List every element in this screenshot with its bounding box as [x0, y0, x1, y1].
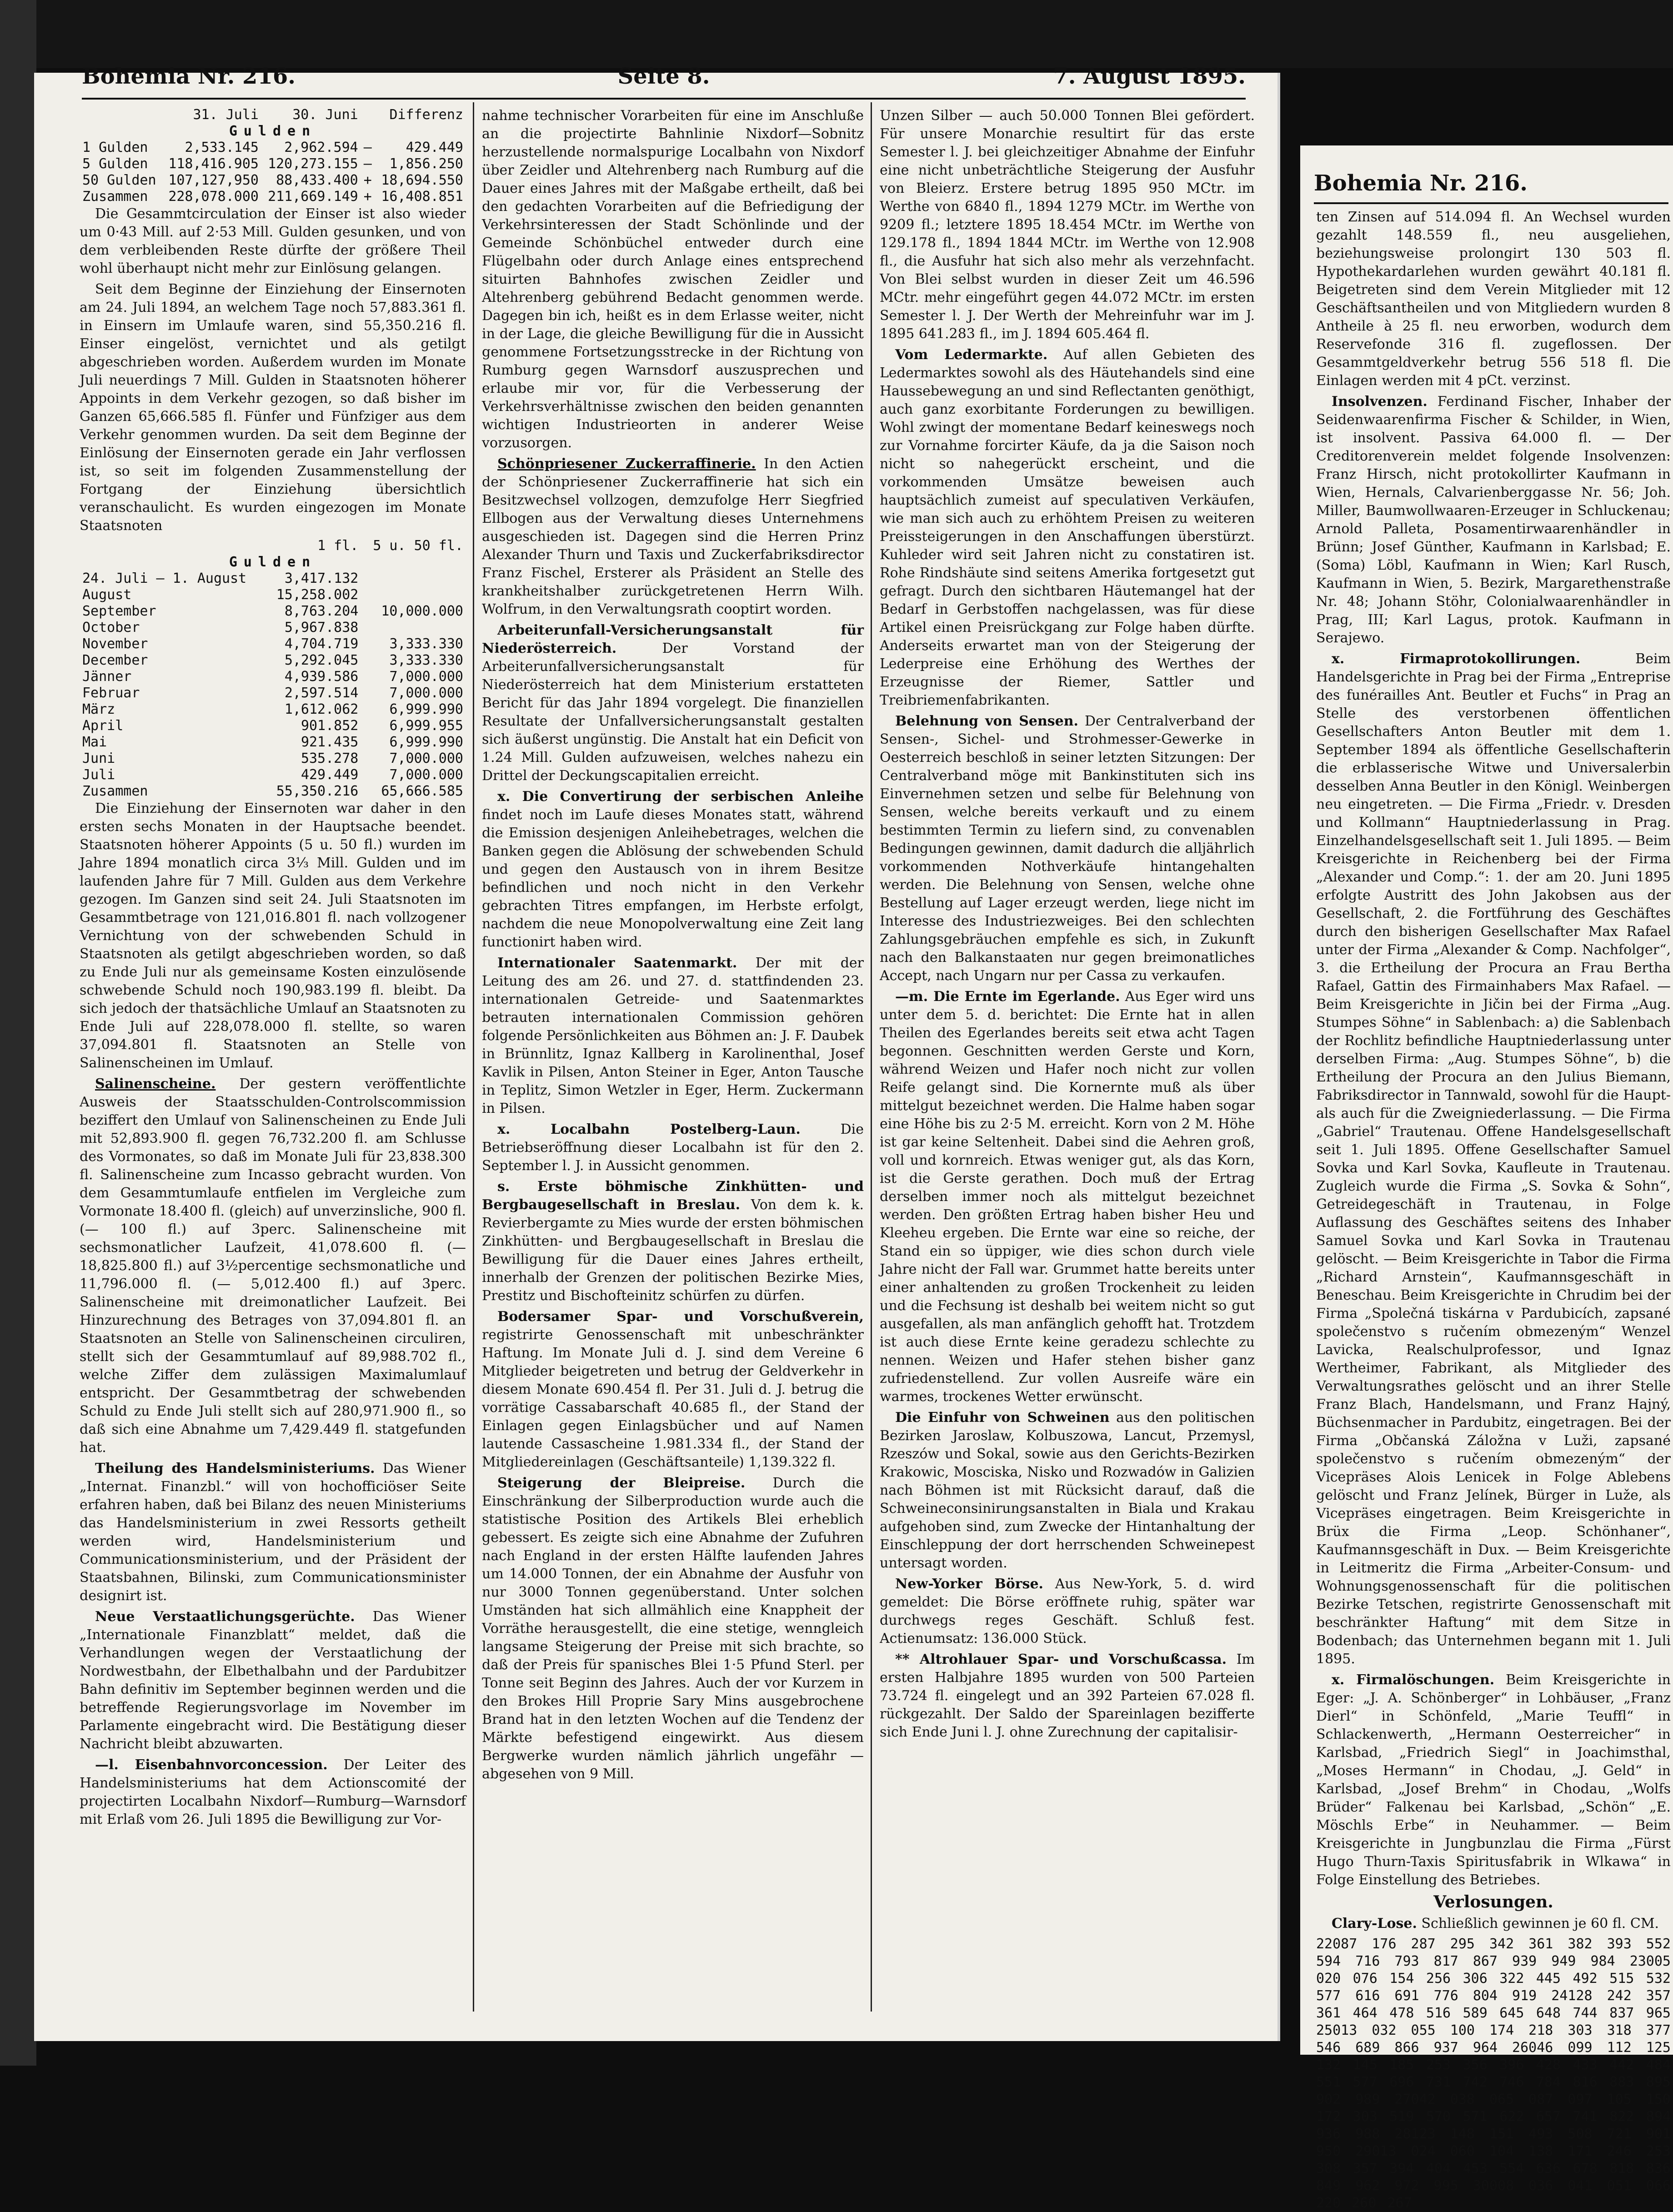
article-heading: Insolvenzen.	[1332, 394, 1428, 410]
article-body: Aus New-York, 5. d. wird gemeldet: Die Börse eröffnete ruhig, später war durchwegs reges Geschäft. Schluß fest. Actienumsatz: 136.000 Stück.	[880, 1576, 1255, 1646]
page-header	[82, 64, 1246, 100]
unit-label: Gulden	[229, 123, 317, 139]
table-row: Februar 2,597.514 7,000.000	[82, 685, 463, 701]
article-heading: Neue Verstaatlichungsgerüchte.	[95, 1609, 355, 1625]
article-body: Die Betriebseröffnung dieser Localbahn ist für den 2. September l. J. in Aussicht genommen.	[482, 1121, 864, 1174]
article-heading: Arbeiterunfall-Versicherungsanstalt für Niederösterreich.	[482, 622, 864, 656]
unit-label: Gulden	[229, 554, 317, 570]
table-row: Zusammen 55,350.216 65,666.585	[82, 783, 463, 799]
article-body: registrirte Genossenschaft mit unbeschränkter Haftung. Im Monate Juli d. J. sind dem Vereine 6 Mitglieder beigetreten und betrug der Geldverkehr in diesem Monate 690.454 fl. Per 31. Juli d. J. betrug die vorrätige Cassabarschaft 40.685 fl., der Stand der Einlagen gegen Einlagsbücher und auf Namen lautende Cassascheine 1.981.334 fl., der Stand der Mitgliedereinlagen (Geschäftsanteile) 1,139.322 fl.	[482, 1327, 864, 1470]
article-body: Von dem k. k. Revierbergamte zu Mies wurde der ersten böhmischen Zinkhütten- und Bergbaugesellschaft in Breslau die Bewilligung für die Dauer eines Jahres ertheilt, innerhalb der Grenzen der politischen Bezirke Mies, Prestitz und Bischofteinitz schürfen zu dürfen.	[482, 1197, 864, 1304]
article-heading: —m. Die Ernte im Egerlande.	[895, 989, 1120, 1005]
section-heading: Verlosungen.	[1433, 1892, 1553, 1912]
page-number: Seite 8.	[617, 64, 710, 89]
column-3	[880, 107, 1255, 1744]
article-body: Der Centralverband der Sensen-, Sichel- und Strohmesser-Gewerke in Oesterreich beschloß in seiner letzten Sitzungen: Der Centralverband möge mit Bankinstituten sich ins Einvernehmen setzen und selbe für Belehnung von Sensen, welche bereits verkauft und zu einem bestimmten Termin zu liefern sind, zu convenablen Bedingungen gewinnen, damit dadurch die alljährlich vorkommenden Nothverkäufe hintangehalten werden. Die Belehnung von Sensen, welche ohne Bestellung auf Lager erzeugt werden, liege nicht im Interesse des Industriezweiges. Bei den schlechten Zahlungsgebräuchen empfehle es sich, in Zukunft nach den Balkanstaaten nur gegen breimonatliches Accept, nach Ungarn nur per Cassa zu verkaufen.	[880, 713, 1255, 984]
column-2	[482, 107, 864, 1786]
column-1	[80, 107, 466, 1832]
article-heading: —l. Eisenbahnvorconcession.	[95, 1757, 328, 1773]
table-row: August 15,258.002	[82, 587, 359, 603]
article-body: Beim Kreisgerichte in Eger: „J. A. Schönberger“ in Lohbäuser, „Franz Dierl“ in Schönfeld, „Marie Teuffl“ in Schlackenwerth, „Hermann Oesterreicher“ in Karlsbad, „Friedrich Siegl“ in Joachimsthal, „Moses Hermann“ in Chodau, „J. Geld“ in Karlsbad, „Josef Brehm“ in Chodau, „Wolfs Brüder“ Falkenau bei Karlsbad, „Schön“ „E. Möschls Erbe“ in Neuhammer. — Beim Kreisgerichte in Jungbunzlau die Firma „Fürst Hugo Thurn-Taxis Spiritusfabrik in Wlkawa“ in Folge Einstellung des Betriebes.	[1316, 1672, 1671, 1888]
article-heading: x. Die Convertirung der serbischen Anleihe	[497, 789, 864, 805]
article-body: Aus Eger wird uns unter dem 5. d. berichtet: Die Ernte hat in allen Theilen des Egerlandes bereits seit etwa acht Tagen begonnen. Geschnitten werden Gerste und Korn, während Weizen und Hafer noch nicht zur vollen Reife gelangt sind. Die Kornernte muß als über mittelgut bezeichnet werden. Die Halme haben sogar eine Höhe bis zu 2·5 M. erreicht. Korn von 2 M. Höhe ist gar keine Seltenheit. Dabei sind die Aehren groß, voll und kornreich. Etwas weniger gut, als das Korn, ist die Gerste gerathen. Doch muß der Ertrag derselben immer noch als mittelgut bezeichnet werden. Den größten Ertrag haben bisher Heu und Kleeheu ergeben. Die Ernte war eine so reiche, der Stand ein so üppiger, wie dies schon durch viele Jahre nicht der Fall war. Grummet hatte bereits unter einer anhaltenden zu großen Trockenheit zu leiden und die Fechsung ist deshalb bei weitem nicht so gut ausgefallen, als man anfänglich gehofft hat. Trotzdem ist auch diese Ernte keine geradezu schlechte zu nennen. Weizen und Hafer stehen bisher ganz zufriedenstellend. Zur vollen Ausreife wäre ein warmes, trockenes Wetter erwünscht.	[880, 989, 1255, 1405]
article-body: Schließlich gewinnen je 60 fl. CM.	[1421, 1916, 1659, 1932]
article-heading: Internationaler Saatenmarkt.	[497, 955, 737, 971]
article-body: Der Vorstand der Arbeiterunfallversicherungsanstalt für Niederösterreich hat dem Ministerium erstatteten Bericht für das Jahr 1894 vorgelegt. Die finanziellen Resultate der Unfallversicherungsanstalt gestalten sich äußerst ungünstig. Die Anstalt hat ein Deficit von 1.24 Mill. Gulden aufzuweisen, welches nahezu ein Drittel der Deckungscapitalien erreicht.	[482, 641, 864, 784]
article-body: Auf allen Gebieten des Ledermarktes sowohl als des Häutehandels sind eine Haussebewegung an und sind Reflectanten genöthigt, auch ganz exorbitante Forderungen zu bewilligen. Wohl zwingt der momentane Bedarf keineswegs noch zur Vornahme forcirter Käufe, da ja die Saison noch nicht so nahegerückt erscheint, und die vorkommenden Umsätze beweisen auch hauptsächlich zumeist auf speculativen Verkäufen, wie man sich auch zu erhöhtem Preisen zu weiteren Preissteigerungen in den Anschaffungen überstürzt. Kuhleder wird seit Jahren nicht zu constatiren ist. Rohe Rindshäute sind seitens Amerika fortgesetzt gut gefragt. Durch den sichtbaren Häutemangel hat der Bedarf in Gerbstoffen nachgelassen, was für diese Artikel einen Preisrückgang zur Folge haben dürfte. Anderseits erwartet man von der Steigerung der Lederpreise eine Erhöhung des Werthes der Erzeugnisse der Riemer, Sattler und Treibriemenfabrikanten.	[880, 347, 1255, 708]
article-heading: Clary-Lose.	[1332, 1916, 1417, 1932]
header-rule	[82, 98, 1246, 100]
table-row: September 8,763.204 10,000.000	[82, 603, 463, 619]
issue-date: 7. August 1895.	[1053, 64, 1246, 89]
article-heading: Belehnung von Sensen.	[895, 713, 1078, 729]
table-header: 1 fl.	[317, 538, 359, 554]
article-heading: Vom Ledermarkte.	[895, 347, 1048, 363]
scan-background-left	[0, 0, 36, 2066]
table-header: 30. Juni	[292, 107, 358, 123]
article-heading: Schönpriesener Zuckerraffinerie.	[497, 456, 756, 472]
article-body: Der gestern veröffentlichte Ausweis der Staatsschulden-Controlscommission beziffert den Umlauf von Salinenscheinen zu Ende Juli mit 52,893.900 fl. gegen 76,732.200 fl. am Schlusse des Vormonates, so daß im Monate Juli für 23,838.300 fl. Salinenscheine zum Incasso gebracht wurden. Von dem Gesammtumlaufe entfielen im Vergleiche zum Vormonate 18.400 fl. (gleich) auf unverzinsliche, 900 fl. (— 100 fl.) auf 3perc. Salinenscheine mit sechsmonatlicher Laufzeit, 41,078.600 fl. (— 18,825.800 fl.) auf 3½percentige sechsmonatliche und 11,796.000 fl. (— 5,012.400 fl.) auf 3perc. Salinenscheine mit dreimonatlicher Laufzeit. Bei Hinzurechnung des Betrages von 37,094.801 fl. an Staatsnoten an Stelle von Salinenscheinen circuliren, stellt sich der Gesammtumlauf auf 89,988.702 fl., welche Ziffer dem zulässigen Maximalumlauf entspricht. Der Gesammtbetrag der schwebenden Schuld zu Ende Juli stellt sich auf 280,971.900 fl., so daß sich eine Abnahme um 7,429.449 fl. statgefunden hat.	[80, 1076, 466, 1456]
table-row: 50 Gulden 107,127,950 88,433.400 + 18,694.550	[82, 172, 463, 188]
table-row: 24. Juli — 1. August 3,417.132	[82, 571, 359, 586]
column-divider	[473, 102, 474, 2012]
paragraph: Die Einziehung der Einsernoten war daher in den ersten sechs Monaten in der Hauptsache beendet. Staatsnoten höherer Appoints (5 u. 50 fl.) wurden im Jahre 1894 monatlich circa 3⅓ Mill. Gulden und im laufenden Jahre für 7 Mill. Gulden aus dem Verkehre gezogen. Im Ganzen sind seit 24. Juli Staatsnoten im Gesammtbetrage von 121,016.801 fl. nach vollzogener Vernichtung von der schwebenden Schuld in Staatsnoten als getilgt abgeschrieben worden, so daß zu Ende Juli nur als gemeinsame Kosten einzulösende schwebende Schuld noch 190,983.199 fl. bleibt. Da sich jedoch der thatsächliche Umlauf an Staatsnoten zu Ende Juli auf 228,078.000 fl. stellte, so waren 37,094.801 fl. Staatsnoten an Stelle von Salinenscheinen im Umlauf.	[80, 801, 466, 1071]
article-body: aus den politischen Bezirken Jaroslaw, Kolbuszowa, Lancut, Przemysl, Rzeszów und Sokal, sowie aus den Gerichts-Bezirken Krakowic, Mosciska, Nisko und Rozwadów in Galizien nach Böhmen ist mit Rücksicht darauf, daß die Schweineconsinirungsanstalten in Biala und Krakau aufgehoben sind, zum Zwecke der Hintanhaltung der Einschleppung der dort herrschenden Schweinepest untersagt worden.	[880, 1410, 1255, 1571]
article-heading: Die Einfuhr von Schweinen	[895, 1410, 1110, 1426]
table-row: October 5,967.838	[82, 620, 359, 636]
scan-background-top	[0, 0, 1673, 68]
masthead-left: Bohemia Nr. 216.	[82, 64, 296, 89]
facing-header-rule	[1314, 202, 1668, 204]
article-heading: New-Yorker Börse.	[895, 1576, 1044, 1592]
article-heading: Theilung des Handelsministeriums.	[95, 1461, 375, 1476]
paragraph: Die Gesammtcirculation der Einser ist also wieder um 0·43 Mill. auf 2·53 Mill. Gulden gesunken, und von dem verbleibenden Reste dürfte der größere Theil wohl überhaupt nicht mehr zur Einlösung gelangen.	[80, 206, 466, 276]
article-heading: x. Firmalöschungen.	[1332, 1672, 1495, 1688]
article-body: Das Wiener „Internat. Finanzbl.“ will von hochofficiöser Seite erfahren haben, daß bei Bilanz des neuen Ministeriums das Handelsministerium in zwei Ressorts getheilt werden wird, Handelsministerium und Communicationsministerium, und der Präsident der Staatsbahnen, Bilinski, zum Communicationsminister designirt ist.	[80, 1461, 466, 1604]
paragraph: Seit dem Beginne der Einziehung der Einsernoten am 24. Juli 1894, an welchem Tage noch 57,883.361 fl. in Einsern im Umlaufe waren, sind 55,350.216 fl. Einser eingelöst, vernichtet und als getilgt abgeschrieben worden. Außerdem wurden im Monate Juli neuerdings 7 Mill. Gulden in Staatsnoten höherer Appoints in dem Verkehr gezogen, so daß bisher im Ganzen 65,666.585 fl. Fünfer und Fünfziger aus dem Verkehr genommen wurden. Da seit dem Beginne der Einlösung der Einsernoten gerade ein Jahr verflossen ist, so seit im folgenden Zusammenstellung der Fortgang der Einziehung übersichtlich veranschaulicht. Es wurden eingezogen im Monate Staatsnoten	[80, 281, 466, 534]
article-body: Das Wiener „Internationale Finanzblatt“ meldet, daß die Verhandlungen wegen der Verstaatlichung der Nordwestbahn, der Elbethalbahn und der Pardubitzer Bahn definitiv im September beginnen werden und die betreffende Regierungsvorlage im November im Parlamente eingebracht wird. Die Bestätigung dieser Nachricht bleibt abzuwarten.	[80, 1609, 466, 1752]
article-heading: Salinenscheine.	[95, 1076, 216, 1092]
table-header-row	[80, 107, 466, 123]
article-body: Im ersten Halbjahre 1895 wurden von 500 Parteien 73.724 fl. eingelegt und an 392 Parteien 67.028 fl. rückgezahlt. Der Saldo der Spareinlagen bezifferte sich Ende Juni l. J. ohne Zurechnung der capitalisir-	[880, 1651, 1255, 1740]
withdrawal-table	[80, 538, 466, 800]
table-row: November 4,704.719 3,333.330	[82, 636, 463, 652]
article-body: Durch die Einschränkung der Silberproduction wurde auch die statistische Position des Artikels Blei erheblich gebessert. Es zeigte sich eine Abnahme der Zufuhren nach England in der ersten Hälfte laufenden Jahres um 14.000 Tonnen, der ein Abnahme der Ausfuhr von nur 3000 Tonnen gegenüberstand. Unter solchen Umständen hat sich allmählich eine Knappheit der Vorräthe herausgestellt, die eine stetige, wenngleich langsame Steigerung der Preise mit sich brachte, so daß der Preis für spanisches Blei 1·5 Pfund Sterl. per Tonne seit Beginn des Jahres. Auch der vor Kurzem in den Brokes Hill Proprie Sary Mins ausgebrochene Brand hat in den letzten Wochen auf die Tendenz der Märkte befestigend eingewirkt. Aus diesem Bergwerke wurden nämlich jährlich ungefähr — abgesehen von 9 Mill.	[482, 1475, 864, 1782]
table-header: Differenz	[389, 107, 463, 123]
paragraph: ten Zinsen auf 514.094 fl. An Wechsel wurden gezahlt 148.559 fl., neu ausgeliehen, beziehungsweise prolongirt 130 503 fl. Hypothekardarlehen wurden gewährt 40.181 fl. Beigetreten sind dem Verein Mitglieder mit 12 Geschäftsantheilen und von Mitgliedern wurden 8 Antheile à 25 fl. neu erworben, wodurch dem Reservefonde 316 fl. zugeflossen. Der Gesammtgeldverkehr betrug 556 518 fl. Die Einlagen werden mit 4 pCt. verzinst.	[1316, 209, 1671, 389]
table-header: 5 u. 50 fl.	[373, 538, 463, 554]
article-heading: ** Altrohlauer Spar- und Vorschußcassa.	[895, 1651, 1227, 1667]
circulation-table	[80, 107, 466, 205]
table-row: April 901.852 6,999.955	[82, 718, 463, 734]
article-heading: s. Erste böhmische Zinkhütten- und Bergbaugesellschaft in Breslau.	[482, 1179, 864, 1213]
article-body: Ferdinand Fischer, Inhaber der Seidenwaarenfirma Fischer & Schilder, in Wien, ist insolvent. Passiva 64.000 fl. — Der Creditorenverein meldet folgende Insolvenzen: Franz Hirsch, nicht protokollirter Kaufmann in Wien, Hernals, Calvarienberggasse Nr. 56; Joh. Miller, Baumwollwaaren-Erzeuger in Schluckenau; Arnold Palleta, Posamentirwaarenhändler in Brünn; Josef Günther, Kaufmann in Karlsbad; E. (Soma) Löbl, Kaufmann in Wien; Karl Rusch, Kaufmann in Wien, 5. Bezirk, Margarethenstraße Nr. 48; Johann Stöhr, Colonialwaarenhändler in Prag, III; Karl Lagus, protok. Kaufmann in Serajewo.	[1316, 394, 1671, 646]
article-body: In den Actien der Schönpriesener Zuckerraffinerie hat sich ein Besitzwechsel vollzogen, demzufolge Herr Siegfried Ellbogen aus der Verwaltung dieses Unternehmens ausgeschieden ist. Dagegen sind die Herren Prinz Alexander Thurn und Taxis und Zuckerfabriksdirector Franz Fischel, Ersterer als Präsident an Stelle des krankheitshalber zurückgetretenen Herrn Wilh. Wolfrum, in den Verwaltungsrath cooptirt worden.	[482, 456, 864, 617]
table-row: Juli 429.449 7,000.000	[82, 767, 463, 783]
paragraph: Unzen Silber — auch 50.000 Tonnen Blei gefördert. Für unsere Monarchie resultirt für das erste Semester l. J. bei gleichzeitiger Abnahme der Einfuhr eine nicht unbeträchtliche Steigerung der Ausfuhr von Bleierz. Erstere betrug 1895 950 MCtr. im Werthe von 6840 fl., 1894 1279 MCtr. im Werthe von 9209 fl.; letztere 1895 18.454 MCtr. im Werthe von 129.178 fl., 1894 1844 MCtr. im Werthe von 12.908 fl., die Ausfuhr hat sich also mehr als verzehnfacht. Von Blei selbst wurden in dieser Zeit um 46.596 MCtr. mehr eingeführt gegen 44.072 MCtr. im ersten Semester l. J. Der Werth der Mehreinfuhr war im J. 1895 641.283 fl., im J. 1894 605.464 fl.	[880, 108, 1255, 342]
article-heading: Bodersamer Spar- und Vorschußverein,	[497, 1309, 864, 1325]
table-header-row	[80, 538, 466, 554]
table-row: Jänner 4,939.586 7,000.000	[82, 669, 463, 685]
table-header: 31. Juli	[193, 107, 259, 123]
table-row: Juni 535.278 7,000.000	[82, 751, 463, 766]
article-body: findet noch im Laufe dieses Monates statt, während die Emission desjenigen Anleihebetrages, welchen die Banken gegen die Ablösung der schwebenden Schuld und gegen den Austausch von in ihrem Besitze befindlichen und noch nicht in den Verkehr gebrachten Titres empfangen, im Herbste erfolgt, nachdem die neue Monopolverwaltung eine Zeit lang functionirt haben wird.	[482, 807, 864, 950]
paragraph: nahme technischer Vorarbeiten für eine im Anschluße an die projectirte Bahnlinie Nixdorf—Sobnitz herzustellende normalspurige Localbahn von Nixdorf über Zeidler und Altehrenberg nach Rumburg auf die Dauer eines Jahres mit der Maßgabe ertheilt, daß bei den gedachten Vorarbeiten auf die Befriedigung der Verkehrsinteressen der Stadt Schönlinde und der Gemeinde Schönbüchel entweder durch eine Flügelbahn oder durch Anlage eines entsprechend situirten Bahnhofes zwischen Zeidler und Altehrenberg gebührend Bedacht genommen werde. Dagegen bin ich, heißt es in dem Erlasse weiter, nicht in der Lage, die gleiche Bewilligung für die in Aussicht genommene Fortsetzungsstrecke in der Richtung von Rumburg gegen Warnsdorf auszusprechen und erlaube mir vor, für die Verbesserung der Verkehrsverhältnisse zwischen den beiden genannten wichtigen Industrieorten in anderer Weise vorzusorgen.	[482, 108, 864, 451]
table-row: März 1,612.062 6,999.990	[82, 701, 463, 717]
table-row: December 5,292.045 3,333.330	[82, 652, 463, 668]
column-divider	[871, 102, 872, 2012]
lottery-numbers: 22087 176 287 295 342 361 382 393 552 594 716 793 817 867 939 949 984 23005 020 076 154 256 306 322 445 492 515 532 577 616 691 776 804 919 24128 242 357 361 464 478 516 589 645 648 744 837 965 25013 032 055 100 174 218 303 318 377 546 689 866 937 964 26046 099 112 125 132 145 185 253 356 396 428 433 442 484 551 577 696 731 742 746 784 816 883 895 902 989 27042 038 065 087 097 105 150 172 303 519 570 571 622 657 741 822 894 936 988 28123 148 151 493 508 721 901 950 29013 024 060 104 138 171 246 253 308 357 394 404 453 554 636 678 818 836 849 962 972 995 30008 036 041 051 066 220 260 267	[1316, 1936, 1671, 2211]
article-heading: Steigerung der Bleipreise.	[497, 1475, 746, 1491]
article-heading: x. Firmaprotokollirungen.	[1332, 651, 1581, 667]
article-body: Beim Handelsgerichte in Prag bei der Firma „Entreprise des funérailles Ant. Beutler et Fuchs“ in Prag an Stelle des verstorbenen öffentlichen Gesellschafters Anton Beutler mit dem 1. September 1894 als öffentliche Gesellschafterin die erblasserische Witwe und Universalerbin desselben Anna Beutler in den Königl. Weinbergen neu eingetreten. — Die Firma „Friedr. v. Dresden und Kollmann“ Hauptniederlassung in Prag. Einzelhandelsgesellschaft seit 1. Juli 1895. — Beim Kreisgerichte in Reichenberg bei der Firma „Alexander und Comp.“: 1. der am 20. Juni 1895 erfolgte Austritt des John Jakobsen aus der Gesellschaft, 2. die Fortführung des Geschäftes durch den bisherigen Gesellschafter Max Rafael unter der Firma „Alexander & Comp. Nachfolger“, 3. die Ertheilung der Procura an Frau Bertha Rafael, Gattin des Firmainhabers Max Rafael. — Beim Kreisgerichte in Jičin bei der Firma „Aug. Stumpes Söhne“ in Sablenbach: a) die Sablenbach der Rochlitz befindliche Hauptniederlassung unter derselben Firma: „Aug. Stumpes Söhne“, b) die Ertheilung der Procura an den Julius Biemann, Fabriksdirector in Tannwald, sowohl für die Haupt- als auch für die Zweigniederlassung. — Die Firma „Gabriel“ Trautenau. Offene Handelsgesellschaft seit 1. Juli 1895. Offene Gesellschafter Samuel Sovka und Karl Sovka, Kaufleute in Trautenau. Zugleich wurde die Firma „S. Sovka & Sohn“, Getreidegeschäft in Trautenau, in Folge Auflassung des Geschäftes seitens des Inhaber Samuel Sovka und Karl Sovka in Trautenau gelöscht. — Beim Kreisgerichte in Tabor die Firma „Richard Arnstein“, Kaufmannsgeschäft in Beneschau. Beim Kreisgerichte in Chrudim bei der Firma „Společná tiskárna v Pardubicích, zapsané společenstvo s ručením obmezeným“ Wenzel Lavicka, Realschulprofessor, und Ignaz Wertheimer, Fabrikant, als Mitglieder des Verwaltungsrathes gelöscht und an ihrer Stelle Franz Blach, Handelsmann, und Franz Hajný, Büchsenmacher in Pardubitz, eingetragen. Bei der Firma „Občanská Záložna v Luži, zapsané společenstvo s ručením obmezeným“ der Vicepräses Alois Lenicek in Folge Ablebens gelöscht und Franz Jelínek, Bürger in Luže, als Vicepräses eingetragen. Beim Kreisgerichte in Brüx die Firma „Leop. Schönhaner“, Kaufmannsgeschäft in Dux. — Beim Kreisgerichte in Leitmeritz die Firma „Arbeiter-Consum- und Wohnungsgenossenschaft für die politischen Bezirke Tetschen, registrirte Genossenschaft mit beschränkter Haftung“ mit dem Sitze in Bodenbach; das Unternehmen begann mit 1. Juli 1895.	[1316, 651, 1671, 1667]
facing-page-header: Bohemia Nr. 216.	[1314, 170, 1528, 196]
article-body: Der mit der Leitung des am 26. und 27. d. stattfindenden 23. internationalen Getreide- und Saatenmarktes betrauten internationalen Commission gehören folgende Persönlichkeiten aus Böhmen an: J. F. Daubek in Brünnlitz, Ignaz Kallberg in Karolinenthal, Josef Kavlik in Pilsen, Anton Steiner in Eger, Anton Tausche in Teplitz, Simon Wetzler in Eger, Herm. Zuckermann in Pilsen.	[482, 955, 864, 1116]
table-row: 5 Gulden 118,416.905 120,273.155 — 1,856.250	[82, 156, 463, 172]
article-body: Der Leiter des Handelsministeriums hat dem Actionscomité der projectirten Localbahn Nixdorf—Rumburg—Warnsdorf mit Erlaß vom 26. Juli 1895 die Bewilligung zur Vor-	[80, 1757, 466, 1827]
table-row: Mai 921.435 6,999.990	[82, 734, 463, 750]
table-row: 1 Gulden 2,533.145 2,962.594 — 429.449	[82, 140, 463, 155]
table-row: Zusammen 228,078.000 211,669.149 + 16,408.851	[82, 189, 463, 205]
facing-page-column	[1316, 208, 1671, 2211]
article-heading: x. Localbahn Postelberg-Laun.	[497, 1121, 801, 1137]
